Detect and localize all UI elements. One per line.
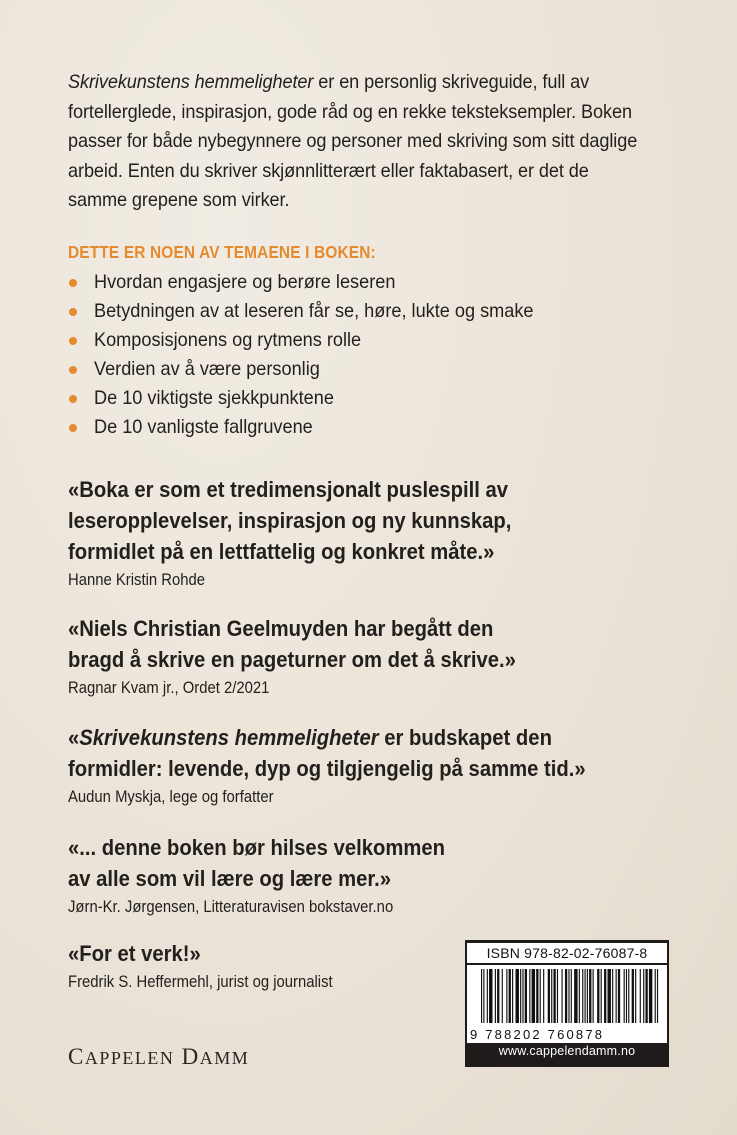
barcode-bar [616,969,617,1023]
barcode-bar [489,969,492,1023]
barcode-bar [612,969,613,1023]
barcode-bar [497,969,499,1023]
barcode-bar [557,969,558,1023]
barcode-bar [640,969,641,1023]
topic-item: De 10 viktigste sjekkpunktene [68,384,567,413]
barcode-bars [467,965,667,1025]
book-title-italic: Skrivekunstens hemmeligheter [68,71,314,93]
barcode-bar [509,969,511,1023]
barcode-bar [657,969,658,1023]
barcode-bar [481,969,482,1023]
barcode-bar [571,969,572,1023]
barcode-bar [628,969,629,1023]
review-quote-4 [68,832,728,918]
isbn-label: ISBN 978-82-02-76087-8 [467,943,667,963]
barcode-bar [553,969,555,1023]
barcode-bar [589,969,591,1023]
quote-text: «Niels Christian Geelmuyden har begått den bragd å skrive en pageturner om det å skrive.» [68,616,516,672]
barcode-bar [516,969,519,1023]
barcode-bar [520,969,521,1023]
barcode-bar [585,969,586,1023]
topic-item: De 10 vanligste fallgruvene [68,413,567,442]
quote-source: Ragnar Kvam jr., Ordet 2/2021 [68,679,270,697]
barcode-bar [502,969,503,1023]
topics-heading: DETTE ER NOEN AV TEMAENE I BOKEN: [68,242,376,262]
barcode-box [465,940,669,1067]
barcode-bar [532,969,535,1023]
barcode-bar [483,969,484,1023]
barcode-bar [525,969,527,1023]
barcode-digits: 9 788202 760878 [470,1027,605,1042]
barcode-bar [635,969,636,1023]
barcode-bar [495,969,496,1023]
quote-source: Hanne Kristin Rohde [68,571,206,589]
intro-line-2: fortellerglede, inspirasjon, gode råd og en rekke teksteksempler. Boken [68,100,632,123]
topic-item: Verdien av å være personlig [68,355,567,384]
barcode-bar [522,969,523,1023]
review-quote-1 [68,474,728,591]
topic-item: Komposisjonens og rytmens rolle [68,326,567,355]
quote-text: «... denne boken bør hilses velkommen av alle som vil lære og lære mer.» [68,835,446,891]
review-quote-2 [68,613,728,699]
barcode-bar [551,969,552,1023]
barcode [467,965,667,1043]
quote-source: Fredrik S. Heffermehl, jurist og journalist [68,973,333,991]
bullet-icon [69,308,77,316]
intro-line-4: arbeid. Enten du skriver skjønnlitterært eller faktabasert, er det de [68,159,589,182]
barcode-bar [548,969,550,1023]
intro-paragraph [68,68,673,216]
review-quote-3 [68,722,728,808]
barcode-bar [506,969,507,1023]
topic-item: Hvordan engasjere og berøre leseren [68,268,567,297]
topics-list [68,268,567,442]
quote-text: «Boka er som et tredimensjonalt puslespill av leseropplevelser, inspirasjon og ny kunnskap, formidlet på en lettfattelig og konkret måte.» [68,477,512,564]
barcode-bar [626,969,627,1023]
barcode-bar [540,969,541,1023]
barcode-bar [593,969,594,1023]
barcode-bar [618,969,620,1023]
barcode-bar [655,969,656,1023]
barcode-bar [579,969,580,1023]
barcode-bar [529,969,530,1023]
barcode-bar [649,969,652,1023]
quote-source: Audun Myskja, lege og forfatter [68,788,274,806]
barcode-bar [562,969,563,1023]
quote-text: «Skrivekunstens hemmeligheter er budskapet den formidler: levende, dyp og tilgjengelig på samme tid.» [68,725,586,781]
quote-text: «For et verk!» [68,941,201,966]
barcode-bar [536,969,538,1023]
barcode-bar [582,969,583,1023]
barcode-bar [487,969,488,1023]
barcode-bar [645,969,647,1023]
barcode-bar [512,969,513,1023]
barcode-bar [624,969,625,1023]
bullet-icon [69,395,77,403]
publisher-logo: CAPPELEN DAMM [68,1044,250,1069]
barcode-bar [601,969,602,1023]
quote-source: Jørn-Kr. Jørgensen, Litteraturavisen bokstaver.no [68,898,394,916]
barcode-bar [608,969,611,1023]
bullet-icon [69,337,77,345]
barcode-bar [597,969,599,1023]
bullet-icon [69,366,77,374]
barcode-bar [565,969,567,1023]
intro-line-3: passer for både nybegynnere og personer med skriving som sitt daglige [68,130,638,152]
intro-line-5: samme grepene som virker. [68,189,290,211]
bullet-icon [69,279,77,287]
bullet-icon [69,424,77,432]
intro-line-1: er en personlig skriveguide, full av [313,71,590,93]
barcode-bar [604,969,606,1023]
barcode-bar [543,969,544,1023]
publisher-url: www.cappelendamm.no [498,1044,636,1058]
barcode-bar [587,969,588,1023]
barcode-bar [574,969,577,1023]
topic-item: Betydningen av at leseren får se, høre, lukte og smake [68,297,567,326]
barcode-bar [632,969,634,1023]
barcode-bar [568,969,569,1023]
barcode-bar [643,969,644,1023]
